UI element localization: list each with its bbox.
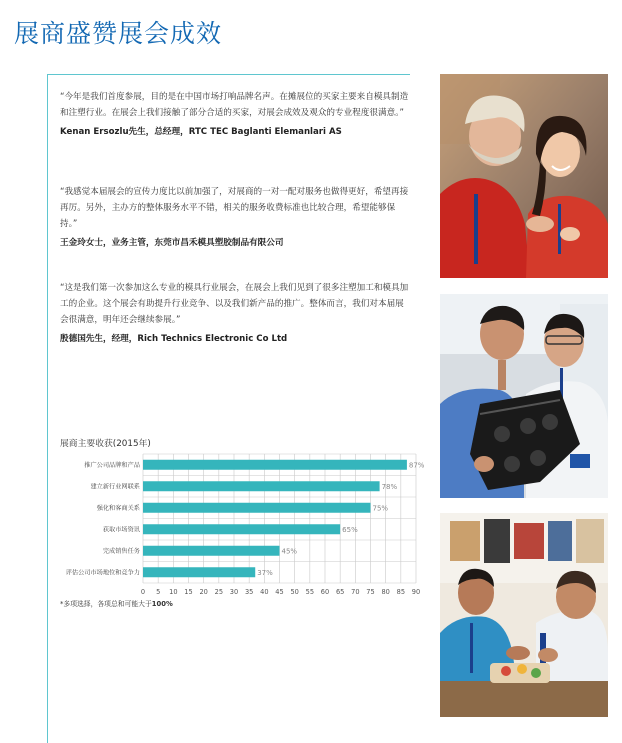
x-tick-label: 5 (156, 588, 161, 596)
x-tick-label: 80 (381, 588, 390, 596)
category-label: 完成销售任务 (102, 548, 140, 556)
testimonial-attribution: 殷德国先生，经理，Rich Technics Electronic Co Ltd (60, 334, 288, 344)
bar (143, 481, 380, 491)
category-label: 推广公司品牌和产品 (84, 462, 140, 470)
x-tick-label: 90 (411, 588, 421, 596)
frame-top-rule (47, 74, 410, 75)
chart-footnote-text: *多项选择，各项总和可能大于 (60, 600, 152, 608)
testimonial-attribution: 王金玲女士，业务主管，东莞市昌禾模具塑胶制品有限公司 (60, 238, 284, 248)
testimonial-1 (60, 89, 412, 140)
x-tick-label: 25 (214, 588, 224, 596)
testimonial-attribution: Kenan Ersozlu先生，总经理，RTC TEC Baglanti Elemanlari AS (60, 127, 342, 137)
x-tick-label: 50 (290, 588, 299, 596)
testimonial-quote: “今年是我们首度参展，目的是在中国市场打响品牌名声。在摊展位的买家主要来自模具制造和注塑行业。在展会上我们接触了部分合适的买家，对展会成效及观众的专业程度很满意。” (60, 92, 409, 118)
bar-value-label: 78% (381, 482, 398, 491)
x-tick-label: 0 (140, 588, 146, 596)
testimonial-quote: “这是我们第一次参加这么专业的模具行业展会，在展会上我们见到了很多注塑加工和模具加工的企业。这个展会有助提升行业竞争、以及我们新产品的推广。整体而言，我们对本届展会很满意，明年还会继续参展。” (60, 283, 409, 325)
bar-chart (58, 450, 430, 598)
photo-mould-part-inspection (440, 294, 608, 498)
bar-value-label: 45% (281, 547, 298, 556)
testimonial-3 (60, 280, 412, 347)
chart-footnote-emphasis: 100% (151, 600, 173, 608)
x-tick-label: 45 (275, 588, 284, 596)
x-tick-label: 40 (260, 588, 269, 596)
bar-value-label: 87% (408, 461, 425, 470)
x-tick-label: 65 (335, 588, 345, 596)
bar (143, 524, 340, 534)
frame-left-rule (47, 74, 48, 743)
bar (143, 460, 407, 470)
bar (143, 503, 371, 513)
x-tick-label: 35 (244, 588, 254, 596)
photo-visitor-conversation (440, 74, 608, 278)
x-tick-label: 70 (351, 588, 360, 596)
x-tick-label: 15 (184, 588, 193, 596)
x-tick-label: 20 (199, 588, 208, 596)
testimonial-2 (60, 184, 412, 251)
x-tick-label: 30 (229, 588, 239, 596)
bar (143, 567, 255, 577)
chart-title: 展商主要收获(2015年) (60, 439, 151, 449)
bar-value-label: 37% (257, 568, 273, 577)
x-tick-label: 55 (305, 588, 315, 596)
testimonial-quote: “我感觉本届展会的宣传力度比以前加强了，对展商的一对一配对服务也做得更好，希望再接再厉。另外，主办方的整体服务水平不错，相关的服务收费标准也比较合理，希望能够保持。” (60, 187, 409, 229)
category-label: 评估公司市场地位和竞争力 (65, 569, 140, 577)
x-tick-label: 10 (169, 588, 178, 596)
page-title: 展商盛赞展会成效 (14, 19, 223, 48)
bar-value-label: 75% (372, 504, 389, 513)
bar (143, 546, 280, 556)
category-label: 建立新行业网联系 (90, 483, 140, 491)
chart-footnote (60, 598, 173, 608)
category-label: 强化和客商关系 (96, 505, 140, 513)
x-tick-label: 85 (396, 588, 406, 596)
x-tick-label: 60 (320, 588, 330, 596)
category-label: 获取市场资讯 (102, 526, 140, 534)
x-tick-label: 75 (366, 588, 375, 596)
bar-value-label: 65% (342, 525, 358, 534)
photo-booth-discussion (440, 513, 608, 717)
